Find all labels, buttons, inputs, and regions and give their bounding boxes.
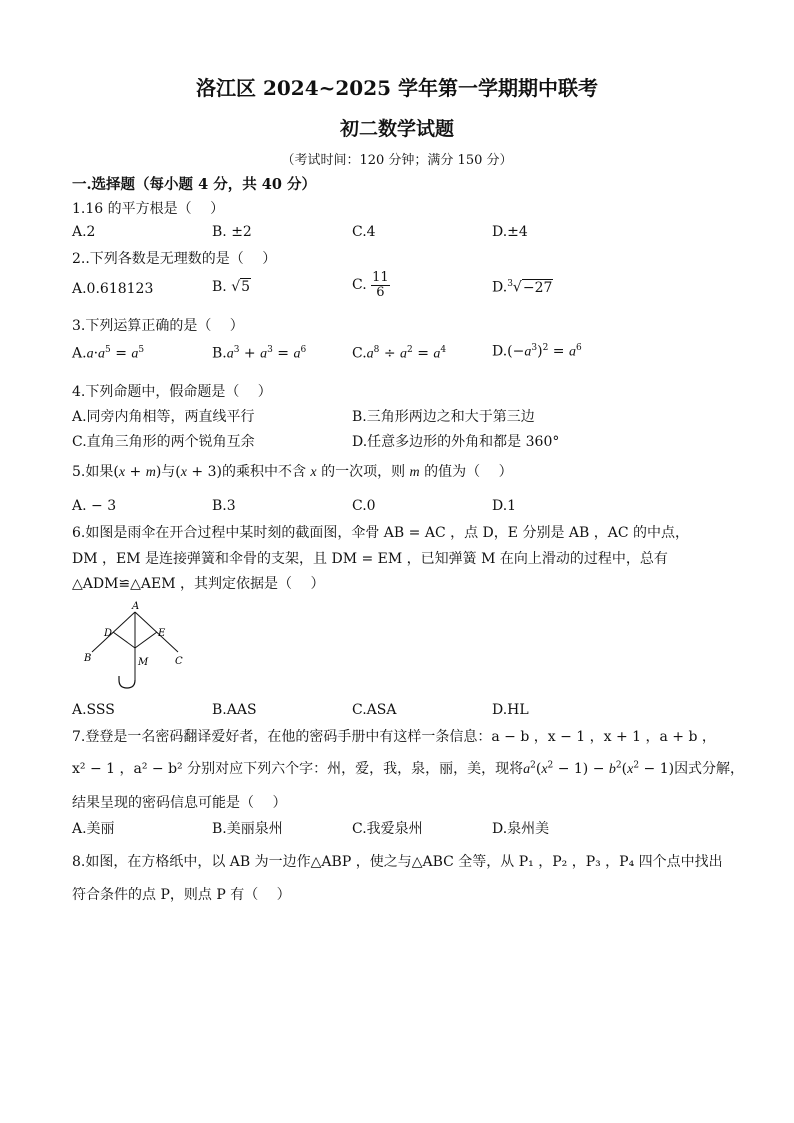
q1-option-b: B. ±2: [212, 224, 252, 240]
q3-option-c: $C.a^8 \div a^2 = a^4$: [352, 345, 447, 362]
exam-title: 洛江区 2024~2025 学年第一学期期中联考: [195, 76, 598, 100]
question-4-stem: 4.下列命题中，假命题是（ ）: [72, 384, 272, 400]
q1-option-c: C.4: [352, 224, 376, 240]
question-7-line1: 7.登登是一名密码翻译爱好者，在他的密码手册中有这样一条信息：a − b ，x − 1 ，x + 1 ，a + b ，: [72, 729, 716, 745]
label-m: M: [138, 657, 149, 668]
label-a: A: [132, 601, 140, 612]
strut-em: [135, 632, 157, 648]
q6-option-b: B.AAS: [212, 702, 257, 718]
q2-option-a: A.0.618123: [72, 281, 154, 297]
q7-option-d: D.泉州美: [492, 821, 550, 837]
question-6-line3: △ADM≌△AEM ，其判定依据是（ ）: [72, 576, 325, 592]
q3-option-b: $B.a^3 + a^3 = a^6$: [212, 345, 307, 362]
q2-option-d: D.$^3$√−27: [492, 279, 553, 296]
q4-option-b: B.三角形两边之和大于第三边: [352, 409, 535, 425]
question-3-stem: 3.下列运算正确的是（ ）: [72, 318, 244, 334]
q7-option-b: B.美丽泉州: [212, 821, 283, 837]
question-6-line1: 6.如图是雨伞在开合过程中某时刻的截面图，伞骨 AB = AC ，点 D，E 分别是 AB ，AC 的中点，: [72, 525, 690, 541]
label-e: E: [158, 628, 166, 639]
q7-option-a: A.美丽: [72, 821, 115, 837]
q6-option-d: D.HL: [492, 702, 529, 718]
q4-option-a: A.同旁内角相等，两直线平行: [72, 409, 255, 425]
exam-subtitle: 初二数学试题: [339, 118, 454, 140]
q5-option-c: C.0: [352, 498, 376, 514]
q3-option-d: $D.(-a^3)^2 = a^6$: [492, 343, 582, 360]
question-6-line2: DM ，EM 是连接弹簧和伞骨的支架，且 DM = EM ，已知弹簧 M 在向上滑动的过程中，总有: [72, 551, 668, 567]
question-7-line2: x² − 1 ，a² − b² 分别对应下列六个字：州，爱，我，泉，丽，美，现将$a^2(x^2 - 1) - b^2(x^2 - 1)$因式分解，: [72, 760, 745, 777]
q4-option-d: D.任意多边形的外角和都是 360°: [352, 434, 560, 450]
q6-option-a: A.SSS: [72, 702, 115, 718]
question-7-line3: 结果呈现的密码信息可能是（ ）: [72, 795, 287, 811]
q5-option-b: B.3: [212, 498, 236, 514]
strut-dm: [113, 632, 135, 648]
section-heading: 一.选择题（每小题 4 分，共 40 分）: [72, 176, 317, 193]
exam-info: （考试时间：120 分钟；满分 150 分）: [281, 153, 513, 168]
umbrella-figure: [82, 600, 192, 692]
q5-option-d: D.1: [492, 498, 517, 514]
q2-option-c: C. $\frac{11}{6}$: [352, 270, 389, 300]
q2-option-b: B. √5: [212, 279, 251, 295]
q1-option-d: D.±4: [492, 224, 528, 240]
question-5-stem: 5.如果(x + m)与(x + 3)的乘积中不含 x 的一次项，则 m 的值为（ ）: [72, 464, 513, 480]
label-d: D: [104, 628, 113, 639]
q5-option-a: A. − 3: [72, 498, 117, 514]
q1-option-a: A.2: [72, 224, 96, 240]
q7-option-c: C.我爱泉州: [352, 821, 423, 837]
label-b: B: [84, 653, 92, 664]
question-2-stem: 2..下列各数是无理数的是（ ）: [72, 251, 277, 267]
label-c: C: [175, 656, 183, 667]
q3-option-a: $A.a\cdot a^5 = a^5$: [72, 345, 145, 362]
q4-option-c: C.直角三角形的两个锐角互余: [72, 434, 255, 450]
question-8-line1: 8.如图，在方格纸中，以 AB 为一边作△ABP ，使之与△ABC 全等，从 P₁ ，P₂ ，P₃ ，P₄ 四个点中找出: [72, 854, 723, 870]
question-1-stem: 1.16 的平方根是（ ）: [72, 201, 225, 217]
question-8-line2: 符合条件的点 P，则点 P 有（ ）: [72, 887, 291, 903]
q6-option-c: C.ASA: [352, 702, 397, 718]
handle: [119, 676, 135, 688]
